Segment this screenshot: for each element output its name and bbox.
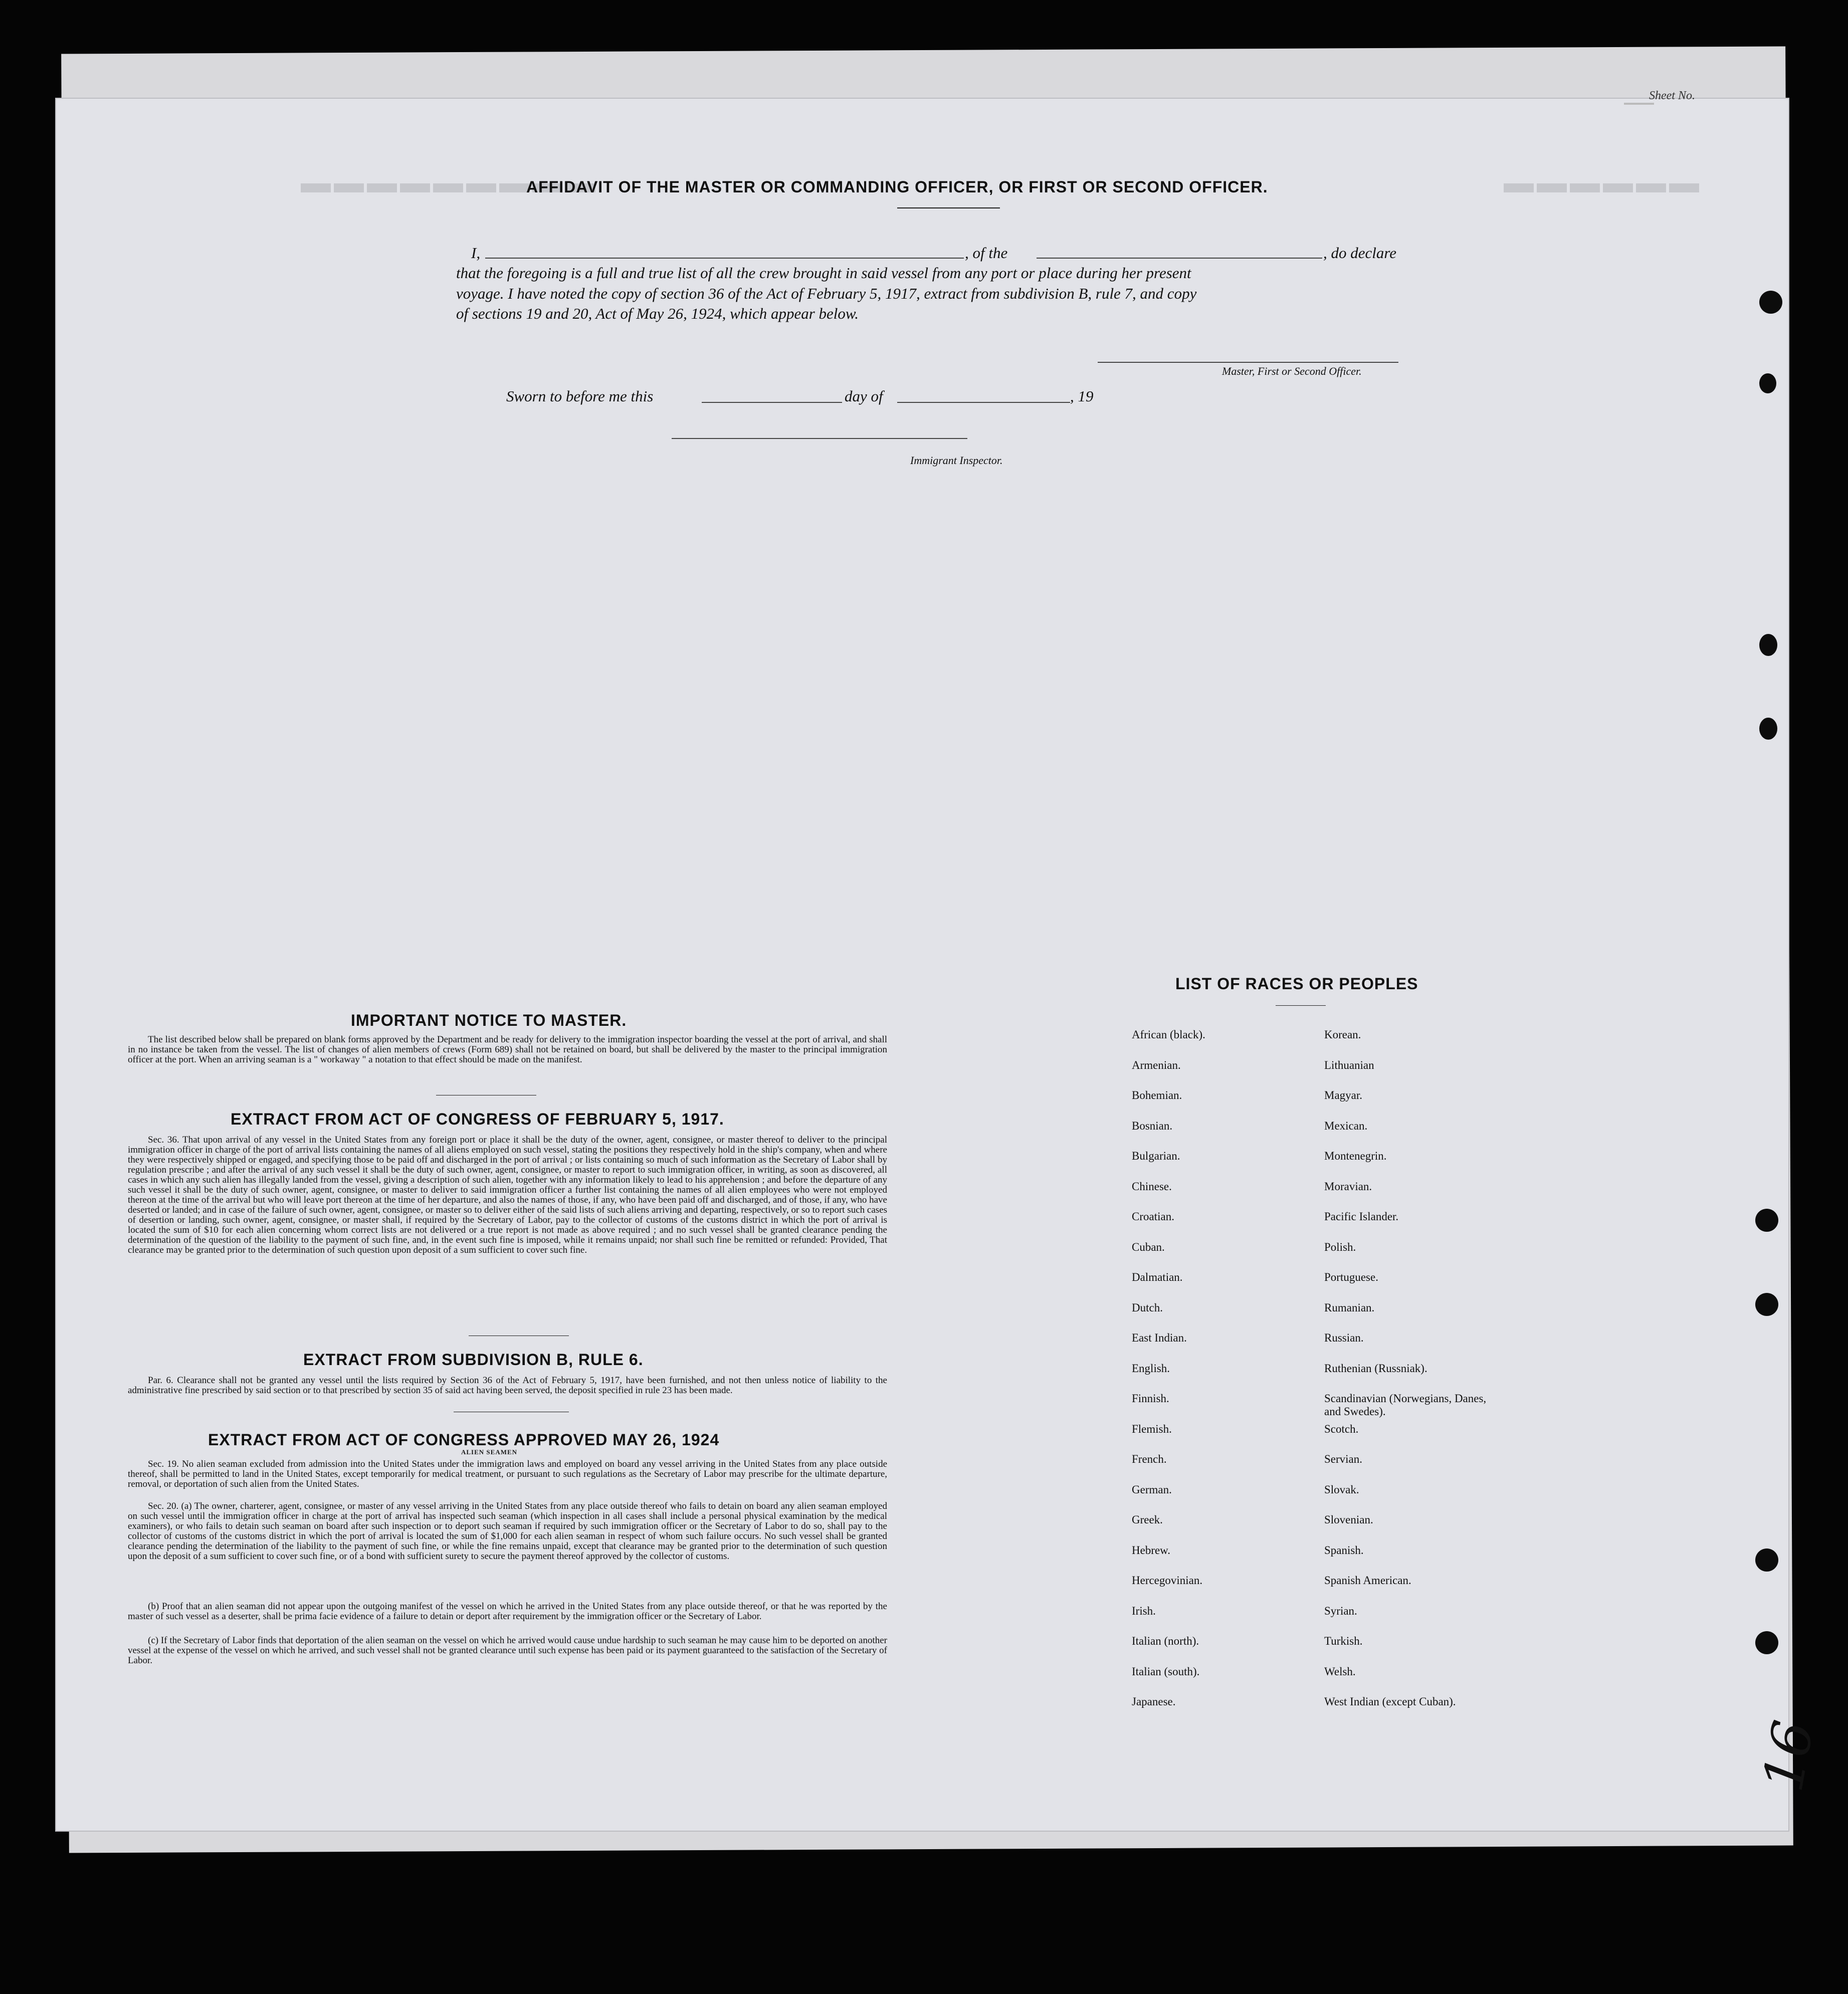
race-item: West Indian (except Cuban). <box>1324 1695 1456 1708</box>
race-item: English. <box>1132 1362 1170 1375</box>
affidavit-line-2: that the foregoing is a full and true list of all the crew brought in said vessel from any port or place during her present <box>456 264 1191 282</box>
race-item: Servian. <box>1324 1453 1363 1465</box>
notice-body: The list described below shall be prepared on blank forms approved by the Department and be ready for delivery to the immigration inspector boarding the vessel at the port of arrival, and shall in no instance be taken from the vessel. The list of changes of alien members of crews (Form 689) shall not be retained on board, but shall be delivered by the master to the principal immigration officer at the port. When an arriving seaman is a " workaway " a notation to that effect should be made on the manifest. <box>128 1034 887 1065</box>
sec-20b-body: (b) Proof that an alien seaman did not appear upon the outgoing manifest of the vessel on which he arrived in the United States from any place outside thereof, or that he was reported by the master of such vessel as a deserter, shall be prima facie evidence of a failure to detain or deport after requirement by the immigration officer or the Secretary of Labor. <box>128 1601 887 1622</box>
extract-1924-title: EXTRACT FROM ACT OF CONGRESS APPROVED MAY 26, 1924 <box>208 1431 720 1449</box>
race-item: Korean. <box>1324 1028 1361 1041</box>
inspector-label: Immigrant Inspector. <box>910 454 1003 467</box>
races-left-column <box>1132 1028 1205 1726</box>
name-blank-line[interactable] <box>485 258 964 259</box>
race-item: Welsh. <box>1324 1665 1356 1678</box>
races-divider <box>1276 1005 1326 1006</box>
sworn-day-of: day of <box>845 387 883 405</box>
race-item: Portuguese. <box>1324 1271 1378 1283</box>
signature-blank-line[interactable] <box>1098 362 1398 363</box>
affidavit-of-the: , of the <box>965 244 1008 262</box>
affidavit-line-4: of sections 19 and 20, Act of May 26, 1924, which appear below. <box>456 305 859 322</box>
race-item: Armenian. <box>1132 1058 1181 1071</box>
title-divider <box>897 207 1000 208</box>
race-item: Magyar. <box>1324 1089 1363 1101</box>
race-item: Italian (south). <box>1132 1665 1200 1678</box>
race-item: African (black). <box>1132 1028 1205 1041</box>
sec-20a-body: Sec. 20. (a) The owner, charterer, agent, consignee, or master of any vessel arriving in the United States from any place outside thereof who fails to detain on board any alien seaman employed on such vessel until the immigration officer in charge at the port of arrival has inspected such seaman (which inspection in all cases shall include a personal physical examination by the medical examiners), or who fails to detain such seaman on board after such inspection or to deport such seaman if required by such immigration officer or the Secretary of Labor to do so, shall pay to the collector of customs of the customs district in which the port of arrival is located the sum of $1,000 for each alien seaman in respect of whom such failure occurs. No such vessel shall be granted clearance pending the determination of the liability to the payment of such fine, or while the fine remains unpaid, except that clearance may be granted prior to the determination of such question upon the deposit of a sum sufficient to cover such fine, or of a bond with sufficient surety to secure the payment thereof approved by the collector of customs. <box>128 1501 887 1562</box>
race-item: Bulgarian. <box>1132 1150 1180 1162</box>
race-item: Polish. <box>1324 1240 1356 1253</box>
race-item: Flemish. <box>1132 1422 1172 1435</box>
affidavit-do-declare: , do declare <box>1323 244 1397 262</box>
race-item: Bohemian. <box>1132 1089 1182 1101</box>
race-item: Irish. <box>1132 1604 1156 1617</box>
affidavit-line-3: voyage. I have noted the copy of section 36 of the Act of February 5, 1917, extract from subdivision B, rule 7, and copy <box>456 285 1197 302</box>
race-item: Italian (north). <box>1132 1635 1199 1647</box>
punch-hole <box>1759 634 1777 656</box>
race-item: Montenegrin. <box>1324 1150 1387 1162</box>
punch-hole <box>1759 718 1777 740</box>
punch-hole <box>1759 291 1782 314</box>
punch-hole <box>1755 1548 1778 1572</box>
race-item: Cuban. <box>1132 1240 1165 1253</box>
extract-1917-body: Sec. 36. That upon arrival of any vessel in the United States from any foreign port or place it shall be the duty of the owner, agent, consignee, or master thereof to deliver to the principal immigration officer in charge of the port of arrival lists containing the names of all aliens employed on such vessel, stating the positions they respectively hold in the ship's company, when and where they were respectively shipped or engaged, and specifying those to be paid off and discharged in the port of arrival ; or lists containing so much of such information as the Secretary of Labor shall by regulation prescribe ; and after the arrival of any such vessel it shall be the duty of such owner, agent, consignee, or master to report to such immigration officer, in writing, as soon as discovered, all cases in which any such alien has illegally landed from the vessel, giving a description of such alien, together with any information likely to lead to his apprehension ; and before the departure of any such vessel it shall be the duty of such owner, agent, consignee, or master to deliver to said immigration officer a further list containing the names of all alien employees who were not employed thereon at the time of the arrival but who will leave port thereon at the time of her departure, and also the names of those, if any, who have been paid off and discharged, and of those, if any, who have deserted or landed; and in case of the failure of such owner, agent, consignee, or master so to deliver either of the said lists of such aliens arriving and departing, respectively, or so to report such cases of desertion or landing, such owner, agent, consignee, or master shall, if required by the Secretary of Labor, pay to the collector of customs of the customs district in which the port of arrival is located the sum of $10 for each alien concerning whom correct lists are not delivered or a true report is not made as above required ; and no such vessel shall be granted clearance pending the determination of the question of the liability to the payment of such fine, and, in the event such fine is imposed, while it remains unpaid; nor shall such fine be remitted or refunded: Provided, That clearance may be granted prior to the determination of such question upon deposit of a sum sufficient to cover such fine. <box>128 1135 887 1255</box>
punch-hole <box>1755 1631 1778 1654</box>
race-item: Croatian. <box>1132 1210 1174 1223</box>
race-item: Hercegovinian. <box>1132 1574 1203 1587</box>
race-item: Moravian. <box>1324 1180 1372 1193</box>
master-signature-label: Master, First or Second Officer. <box>1222 365 1362 377</box>
extract-rule6-title: EXTRACT FROM SUBDIVISION B, RULE 6. <box>303 1351 644 1369</box>
alien-seamen-subhead: ALIEN SEAMEN <box>461 1448 518 1456</box>
header-tab-line <box>1624 103 1654 105</box>
punch-hole <box>1759 373 1776 393</box>
race-item: East Indian. <box>1132 1332 1187 1344</box>
punch-hole <box>1755 1293 1778 1316</box>
race-item: French. <box>1132 1453 1167 1465</box>
race-item: Japanese. <box>1132 1695 1176 1708</box>
sheet-no-label: Sheet No. <box>1649 89 1695 102</box>
bleed-through-text: ▬▬▬▬▬▬ <box>1504 166 1702 199</box>
race-item: Slovenian. <box>1324 1513 1373 1526</box>
affidavit-title: AFFIDAVIT OF THE MASTER OR COMMANDING OFFICER, OR FIRST OR SECOND OFFICER. <box>526 178 1268 196</box>
race-item: Chinese. <box>1132 1180 1172 1193</box>
race-item: Slovak. <box>1324 1483 1359 1496</box>
race-item: Finnish. <box>1132 1392 1169 1405</box>
notice-title: IMPORTANT NOTICE TO MASTER. <box>351 1011 627 1029</box>
race-item: Spanish American. <box>1324 1574 1411 1587</box>
sworn-prefix: Sworn to before me this <box>506 387 654 405</box>
race-item: Dalmatian. <box>1132 1271 1183 1283</box>
race-item: Mexican. <box>1324 1119 1368 1132</box>
race-item: Pacific Islander. <box>1324 1210 1399 1223</box>
punch-hole <box>1755 1209 1778 1232</box>
race-item: Greek. <box>1132 1513 1163 1526</box>
race-item: Hebrew. <box>1132 1543 1171 1557</box>
races-title: LIST OF RACES OR PEOPLES <box>1175 975 1418 993</box>
inspector-blank-line[interactable] <box>672 438 967 439</box>
race-item: Scandinavian (Norwegians, Danes, and Swedes). <box>1324 1392 1487 1418</box>
race-item: Rumanian. <box>1324 1301 1375 1314</box>
race-item: Dutch. <box>1132 1301 1163 1314</box>
sworn-year: , 19 <box>1070 387 1094 405</box>
race-item: Lithuanian <box>1324 1058 1374 1071</box>
sec-20c-body: (c) If the Secretary of Labor finds that deportation of the alien seaman on the vessel on which he arrived would cause undue hardship to such seaman he may cause him to be deported on another vessel at the expense of the vessel on which he arrived, and such vessel shall not be granted clearance until such expense has been paid or its payment guaranteed to the satisfaction of the Secretary of Labor. <box>128 1635 887 1666</box>
race-item: Russian. <box>1324 1332 1364 1344</box>
sworn-month-blank[interactable] <box>897 402 1070 403</box>
race-item: Turkish. <box>1324 1635 1363 1647</box>
bleed-through-text: ▬▬▬▬▬▬▬▬▬ <box>301 166 598 199</box>
race-item: Spanish. <box>1324 1543 1364 1557</box>
document-page <box>55 98 1789 1832</box>
vessel-blank-line[interactable] <box>1037 258 1322 259</box>
extract-1917-title: EXTRACT FROM ACT OF CONGRESS OF FEBRUARY 5, 1917. <box>231 1110 724 1128</box>
race-item: Ruthenian (Russniak). <box>1324 1362 1427 1375</box>
races-right-column <box>1324 1028 1495 1726</box>
handwritten-sheet-number: 16 <box>1750 1715 1826 1797</box>
extract-rule6-body: Par. 6. Clearance shall not be granted any vessel until the lists required by Section 36 of the Act of February 5, 1917, have been furnished, and not then unless notice of liability to the administrative fine prescribed by said section or to that prescribed by section 35 of said act having been served, the deposit specified in rule 23 has been made. <box>128 1375 887 1396</box>
sec-19-body: Sec. 19. No alien seaman excluded from admission into the United States under the immigration laws and employed on board any vessel arriving in the United States from any place outside thereof, shall be permitted to land in the United States, except temporarily for medical treatment, or pursuant to such regulations as the Secretary of Labor may prescribe for the ultimate departure, removal, or deportation of such alien from the United States. <box>128 1459 887 1489</box>
affidavit-i: I, <box>471 244 481 262</box>
race-item: Syrian. <box>1324 1604 1357 1617</box>
sworn-day-blank[interactable] <box>702 402 842 403</box>
race-item: Scotch. <box>1324 1422 1359 1435</box>
race-item: Bosnian. <box>1132 1119 1173 1132</box>
race-item: German. <box>1132 1483 1172 1496</box>
